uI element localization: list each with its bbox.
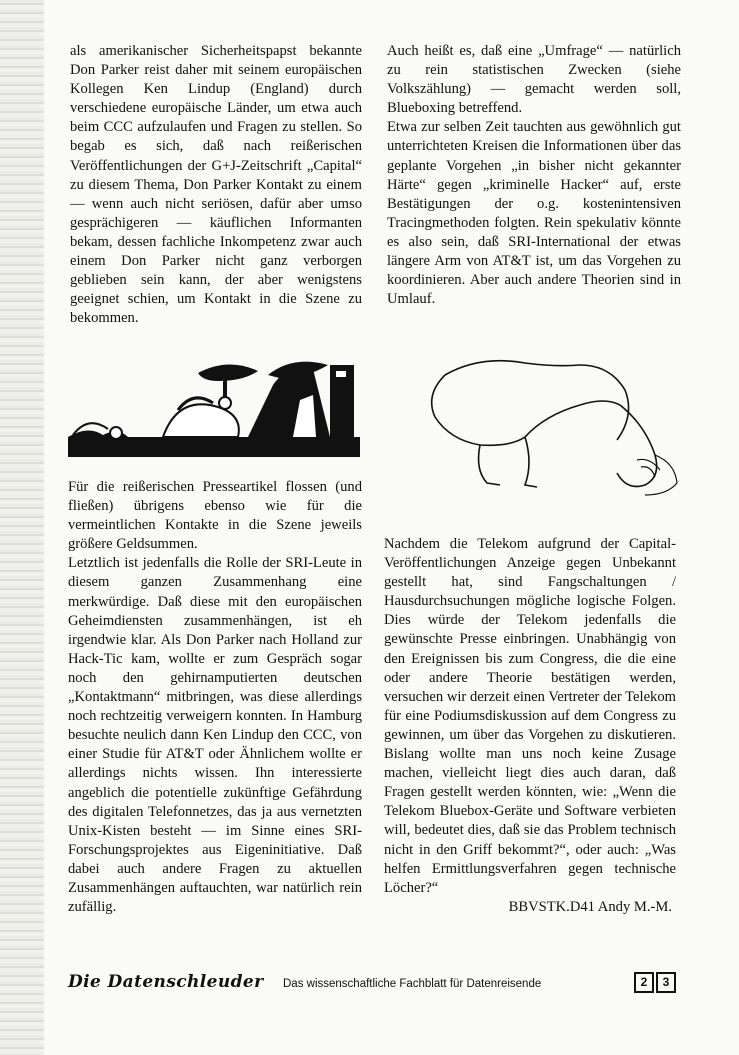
page-number [634,972,676,993]
paragraph: Etwa zur selben Zeit tauchten aus gewöhnlich gut unterrichteten Kreisen die Informationen über das geplante Vorgehen „in bisher nicht gekannter Härte“ gegen „kriminelle Hacker“ auf, erste Bestätigungen der o.g. kostenintensiven Tracingmethoden folgten. Rein spekulativ könnte es also sein, daß SRI-International der etwas längere Arm von AT&T ist, um das Vorgehen zu koordinieren. Aber auch andere Theorien sind in Umlauf. [387,119,681,308]
magazine-masthead: Die Datenschleuder [68,972,264,992]
article-column-left-bottom [68,478,362,960]
scanned-page-edge [0,0,44,1055]
page-footer [0,972,739,998]
page-number-digit: 2 [634,972,654,993]
paragraph: Nachdem die Telekom aufgrund der Capital-Veröffentlichungen Anzeige gegen Unbekannt gestellt hat, sind Fangschaltungen / Hausdurchsuchungen mögliche logische Folgen. Dies würde der Telekom jedenfalls die gewünschte Presse einbringen. Unabhängig von den Ereignissen bis zum Congress, die die eine oder andere Theorie bestätigen werden, versuchen wir derzeit einen Vertreter der Telekom für eine Podiumsdiskussion auf dem Congress zu gewinnen, um über das Vorgehen zu diskutieren. Bislang wollte man uns noch keine Zusage machen, vielleicht liegt dies auch daran, daß Fragen gestellt werden könnten, wie: „Wenn die Telekom Bluebox-Geräte und Software verbieten will, bedeutet dies, daß sie das Problem technisch nicht in den Griff bekommt?“, oder auch: „Was helfen Ermittlungsverfahren gegen technische Löcher?“ [384,536,676,896]
paragraph: Auch heißt es, daß eine „Umfrage“ — natürlich zu rein statistischen Zwecken (siehe Volkszählung) — gemacht werden soll, Blueboxing betreffend. [387,43,681,117]
author-signature: BBVSTK.D41 Andy M.-M. [508,898,672,915]
article-column-right-top [387,42,681,342]
paragraph: Letztlich ist jedenfalls die Rolle der SRI-Leute in diesem ganzen Zusammenhang eine merkwürdige. Daß diese mit den europäischen Geheimdiensten zusammenhängen, ist eh irgendwie klar. Als Don Parker nach Holland zur Hack-Tic kam, wollte er zum Gespräch sogar noch den gehirnamputierten deutschen „Kontaktmann“ mitbringen, was diese allerdings noch rechtzeitig verweigern konnten. In Hamburg besuchte neulich dann Ken Lindup den CCC, von einer Studie für AT&T oder Ähnlichem wollte er allerdings nichts wissen. Ihn interessierte angeblich die potentielle zukünftige Gefährdung des digitalen Telefonnetzes, das ja aus vernetzten Unix-Kisten besteht — im Sinne eines SRI-Forschungsprojektes aus Eigeninitiative. Daß dabei auch andere Fragen zu aktuellen Zusammenhängen auftauchten, war natürlich rein zufällig. [68,555,362,916]
hacker-illustration [68,355,360,460]
page-number-digit: 3 [656,972,676,993]
magazine-tagline: Das wissenschaftliche Fachblatt für Datenreisende [283,978,542,990]
article-column-right-bottom [384,535,676,963]
paragraph: als amerikanischer Sicherheitspapst bekannte Don Parker reist daher mit seinem europäischen Kollegen Ken Lindup (England) durch verschiedene europäische Länder, um etwa auch beim CCC aufzulaufen und Fragen zu stellen. So begab es sich, daß nach reißerischen Veröffentlichungen der G+J-Zeitschrift „Capital“ zu diesem Thema, Don Parker Kontakt zu einem — wenn auch nicht seriösen, dafür aber umso gesprächigeren — käuflichen Informanten bekam, dessen fachliche Inkompetenz zwar auch einem Don Parker nicht ganz verborgen geblieben sein kann, der aber wenigstens geeignet schien, um Kontakt in die Szene zu bekommen. [70,43,362,327]
collapsed-figure-illustration [405,345,685,505]
paragraph: Für die reißerischen Presseartikel flossen (und fließen) übrigens ebenso wie für die vermeintlichen Kontakte in die Szene jeweils größere Geldsummen. [68,479,362,553]
article-column-left-top [70,42,362,362]
